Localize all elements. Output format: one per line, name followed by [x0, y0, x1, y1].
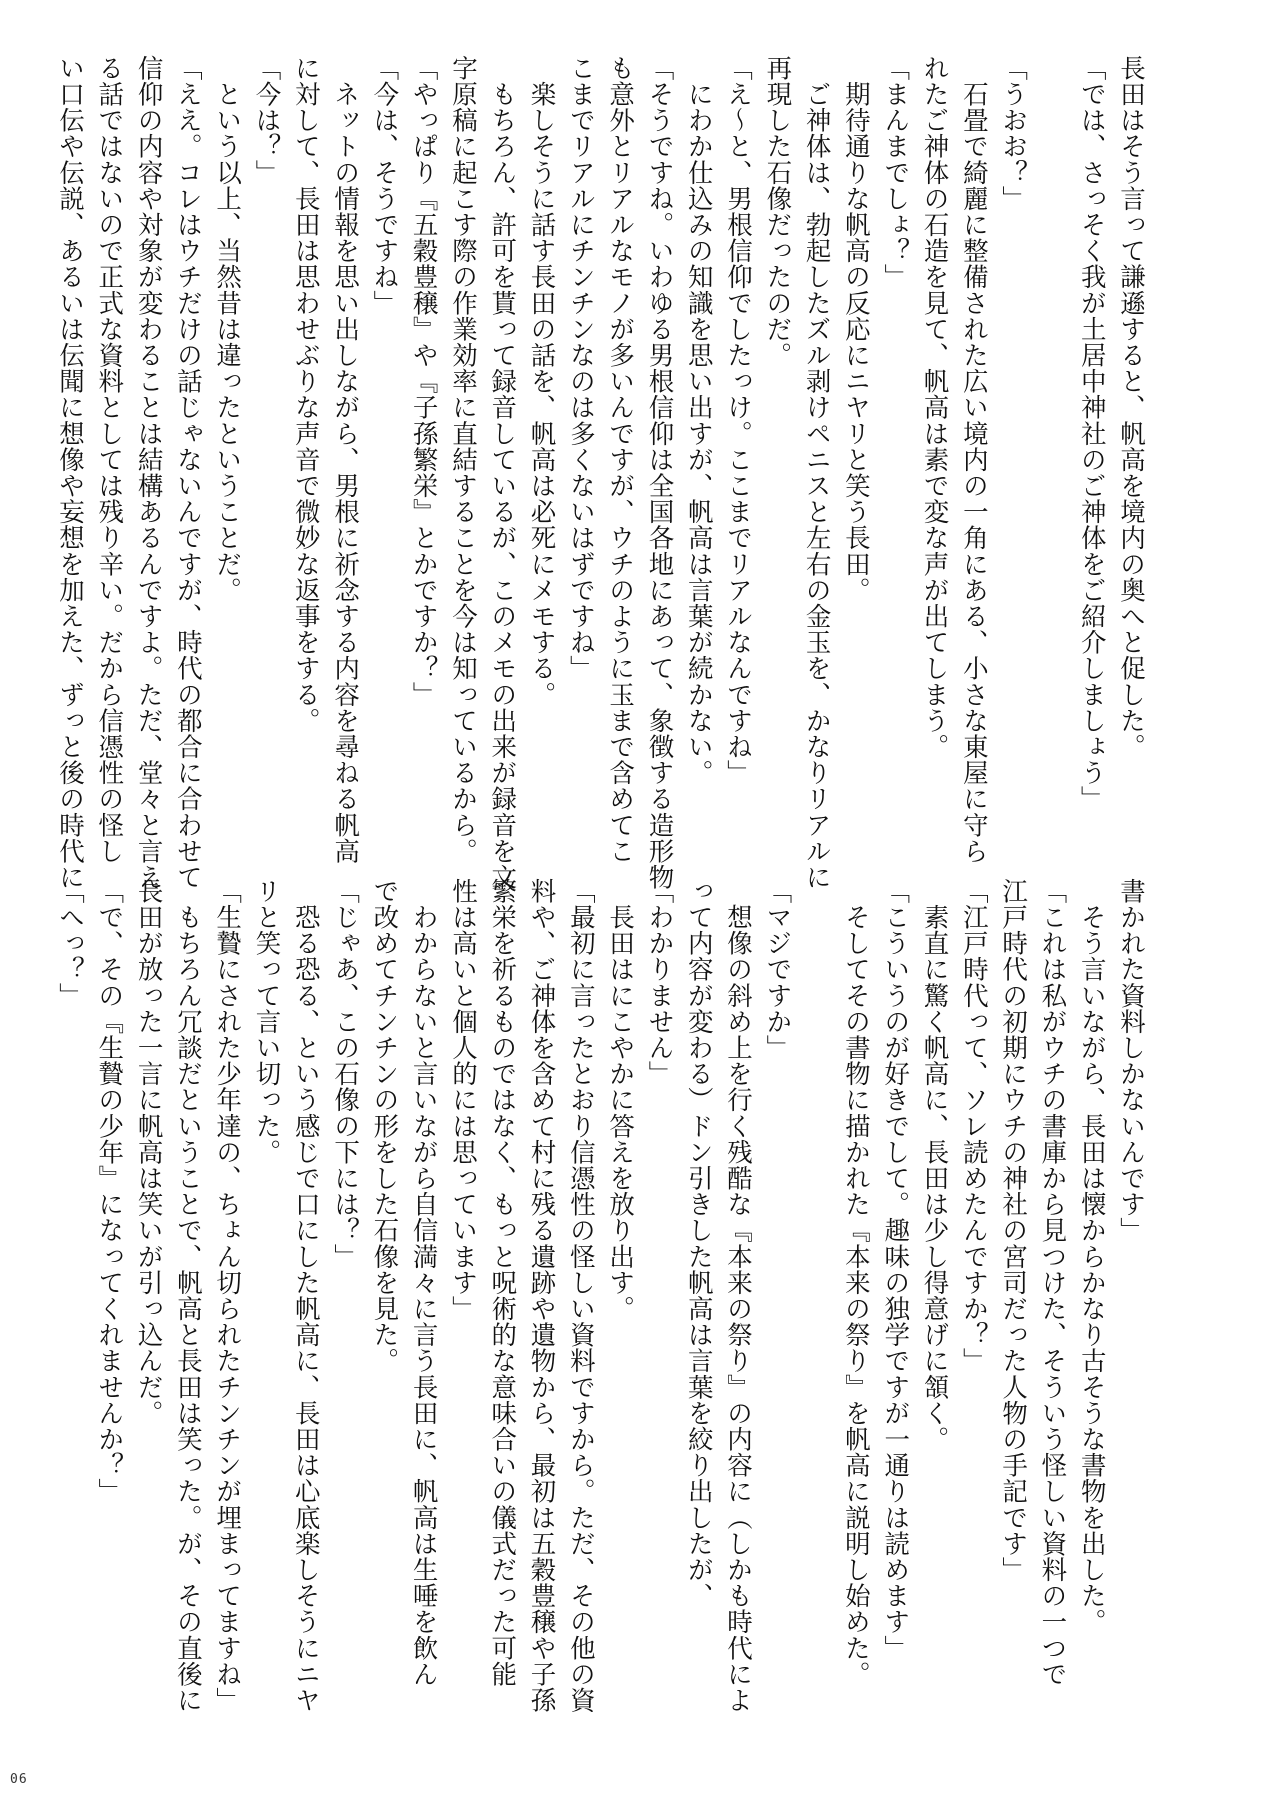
text-line: 「マジですか」: [762, 878, 793, 1061]
text-line: という以上、当然昔は違ったということだ。: [212, 55, 243, 604]
text-line: 「江戸時代って、ソレ読めたんですか？」: [958, 878, 989, 1374]
text-line: 「今は、そうですね」: [369, 55, 400, 316]
text-line: こまでリアルにチンチンなのは多くないはずですね」: [565, 55, 596, 682]
text-line: 料や、ご神体を含めて村に残る遺跡や遺物から、最初は五穀豊穣や子孫: [526, 878, 557, 1714]
text-line: 「わかりません」: [644, 878, 675, 1087]
text-line: ネットの情報を思い出しながら、男根に祈念する内容を尋ねる帆高: [330, 55, 361, 865]
text-line: 「へっ？」: [54, 878, 85, 1009]
text-line: に対して、長田は思わせぶりな声音で微妙な返事をする。: [290, 55, 321, 734]
text-line: 再現した石像だったのだ。: [762, 55, 793, 369]
text-line: もちろん冗談だということで、帆高と長田は笑った。が、その直後に: [172, 878, 203, 1714]
text-line: 「生贄にされた少年達の、ちょん切られたチンチンが埋まってますね」: [212, 878, 243, 1714]
text-line: [796, 878, 835, 1648]
text-line: 信仰の内容や対象が変わることは結構あるんですよ。ただ、堂々と言え: [133, 55, 164, 891]
text-line: 「うおお？」: [998, 55, 1029, 212]
text-line: [1032, 55, 1071, 835]
text-line: にわか仕込みの知識を思い出すが、帆高は言葉が続かない。: [683, 55, 714, 786]
text-line: 江戸時代の初期にウチの神社の宮司だった人物の手記です」: [998, 878, 1029, 1583]
text-line: 「まんまでしょ？」: [880, 55, 911, 290]
text-line: 長田はそう言って謙遜すると、帆高を境内の奥へと促した。: [1116, 55, 1146, 760]
text-line: 「そうですね。いわゆる男根信仰は全国各地にあって、象徴する造形物: [644, 55, 675, 891]
text-line: わからないと言いながら自信満々に言う長田に、帆高は生唾を飲ん: [408, 878, 439, 1688]
text-line: 字原稿に起こす際の作業効率に直結することを今は知っているから。: [447, 55, 478, 865]
text-line: 長田が放った一言に帆高は笑いが引っ込んだ。: [133, 878, 164, 1427]
text-line: もちろん、許可を貰って録音しているが、このメモの出来が録音を文: [487, 55, 518, 891]
text-line: 石畳で綺麗に整備された広い境内の一角にある、小さな東屋に守ら: [958, 55, 989, 865]
text-line: 繁栄を祈るものではなく、もっと呪術的な意味合いの儀式だった可能: [487, 878, 518, 1688]
text-line: る話ではないので正式な資料としては残り辛い。だから信憑性の怪し: [94, 55, 125, 865]
text-line: 期待通りな帆高の反応にニヤリと笑う長田。: [840, 55, 871, 604]
text-line: 長田はにこやかに答えを放り出す。: [605, 878, 636, 1322]
text-line: そしてその書物に描かれた『本来の祭り』を帆高に説明し始めた。: [840, 878, 871, 1688]
text-line: 「今は？」: [251, 55, 282, 186]
text-line: 「ええ。コレはウチだけの話じゃないんですが、時代の都合に合わせて: [172, 55, 203, 891]
text-tier-bottom: [54, 878, 1150, 1714]
text-line: で改めてチンチンの形をした石像を見た。: [369, 878, 400, 1374]
text-line: 素直に驚く帆高に、長田は少し得意げに頷く。: [919, 878, 950, 1453]
text-line: れたご神体の石造を見て、帆高は素で変な声が出てしまう。: [919, 55, 950, 760]
text-line: 「え～と、男根信仰でしたっけ。ここまでリアルなんですね」: [723, 55, 754, 786]
text-line: 「これは私がウチの書庫から見つけた、そういう怪しい資料の一つで: [1037, 878, 1068, 1688]
text-line: 「で、その『生贄の少年』になってくれませんか？」: [94, 878, 125, 1505]
text-line: も意外とリアルなモノが多いんですが、ウチのように玉まで含めてこ: [605, 55, 636, 865]
text-line: 書かれた資料しかないんです」: [1116, 878, 1146, 1244]
text-line: 性は高いと個人的には思っています」: [447, 878, 478, 1322]
text-line: 「やっぱり『五穀豊穣』や『子孫繁栄』とかですか？」: [408, 55, 439, 708]
text-line: リと笑って言い切った。: [251, 878, 282, 1166]
text-line: 「じゃあ、この石像の下には？」: [330, 878, 361, 1270]
text-line: そう言いながら、長田は懐からかなり古そうな書物を出した。: [1076, 878, 1107, 1635]
text-line: 「最初に言ったとおり信憑性の怪しい資料ですから。ただ、その他の資: [565, 878, 596, 1714]
text-line: ご神体は、勃起したズル剥けペニスと左右の金玉を、かなりリアルに: [801, 55, 832, 891]
text-line: い口伝や伝説、あるいは伝聞に想像や妄想を加えた、ずっと後の時代に: [54, 55, 85, 891]
text-line: 想像の斜め上を行く残酷な『本来の祭り』の内容に（しかも時代によ: [723, 878, 754, 1714]
page-number: 06: [10, 1772, 28, 1787]
text-line: 「では、さっそく我が土居中神社のご神体をご紹介しましょう」: [1076, 55, 1107, 812]
text-line: 楽しそうに話す長田の話を、帆高は必死にメモする。: [526, 55, 557, 708]
text-tier-top: [54, 55, 1150, 891]
text-line: 恐る恐る、という感じで口にした帆高に、長田は心底楽しそうにニヤ: [290, 878, 321, 1714]
text-line: 「こういうのが好きでして。趣味の独学ですが一通りは読めます」: [880, 878, 911, 1661]
text-line: って内容が変わる）ドン引きした帆高は言葉を絞り出したが、: [683, 878, 714, 1609]
